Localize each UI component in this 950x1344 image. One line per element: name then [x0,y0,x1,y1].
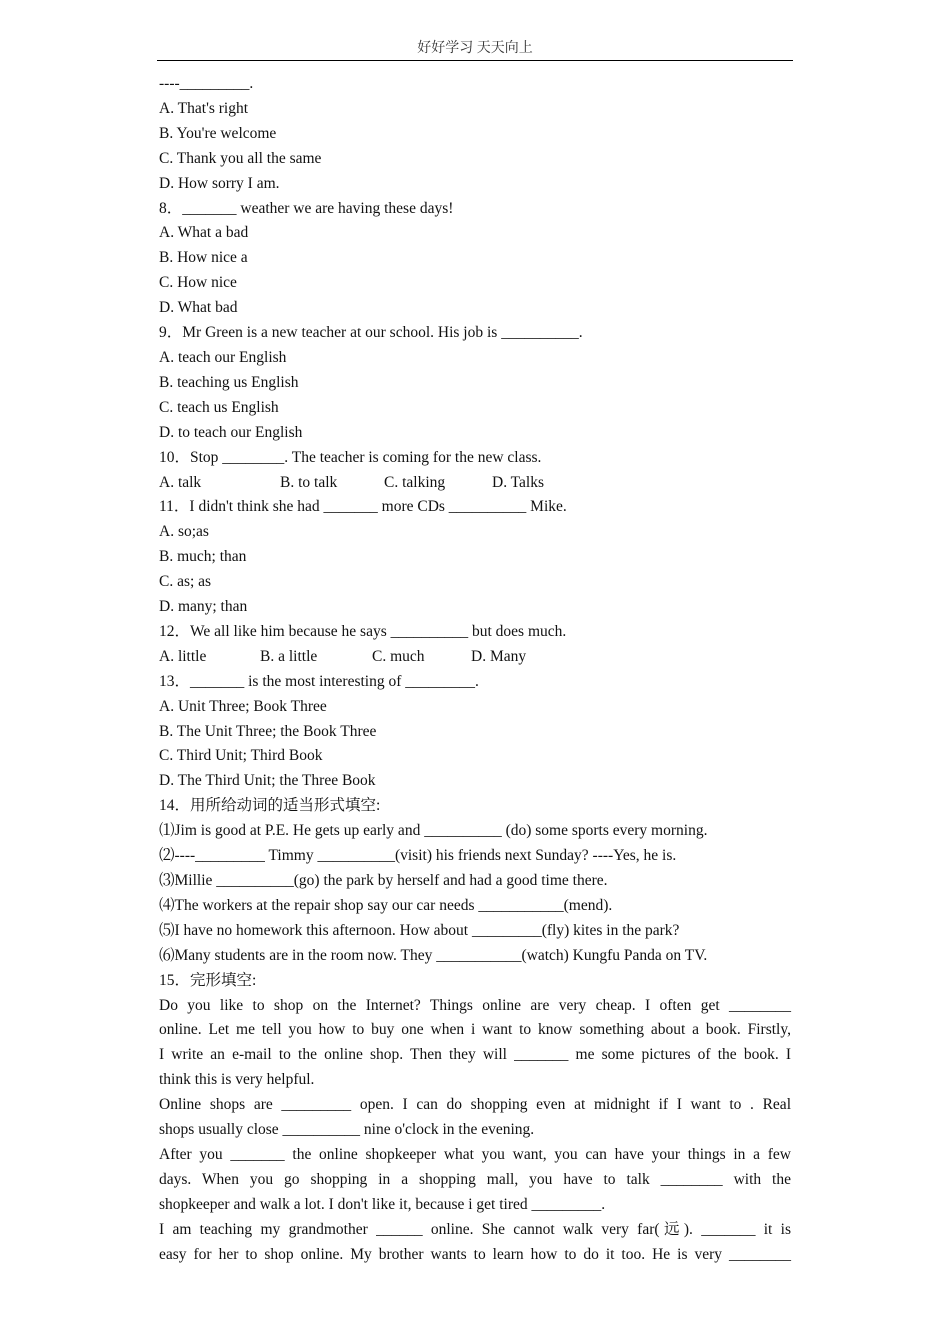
cloze-paragraph-4-line-2: easy for her to shop online. My brother wants to learn how to do it too. He is very ________ [159,1245,791,1263]
q14-item-2: ⑵----_________ Timmy __________(visit) his friends next Sunday? ----Yes, he is. [159,847,677,865]
question-12: 12．We all like him because he says __________ but does much. [159,622,567,640]
q12-option-b: B. a little [260,647,318,665]
cloze-paragraph-4-line-1: I am teaching my grandmother ______ online. She cannot walk very far(远). _______ it is [159,1220,791,1238]
q9-option-c: C. teach us English [159,398,279,416]
q12-option-a: A. little [159,647,207,665]
q12-option-c: C. much [372,647,425,665]
q9-option-b: B. teaching us English [159,373,299,391]
q12-option-d: D. Many [471,647,527,665]
cloze-paragraph-1-line-3: I write an e-mail to the online shop. Then they will _______ me some pictures of the book. I [159,1046,791,1064]
cloze-paragraph-3-line-3: shopkeeper and walk a lot. I don't like it, because i get tired _________. [159,1195,606,1213]
q7-option-c: C. Thank you all the same [159,149,322,167]
q10-option-d: D. Talks [492,473,545,491]
q8-option-b: B. How nice a [159,249,248,267]
cloze-paragraph-1-line-4: think this is very helpful. [159,1071,315,1089]
q9-option-a: A. teach our English [159,348,287,366]
q12-options [159,645,791,670]
document-body [159,72,791,1268]
q13-option-b: B. The Unit Three; the Book Three [159,722,377,740]
q14-item-4: ⑷The workers at the repair shop say our car needs ___________(mend). [159,896,613,914]
q14-item-6: ⑹Many students are in the room now. They ___________(watch) Kungfu Panda on TV. [159,946,708,964]
question-15-heading: 15．完形填空: [159,971,257,989]
q14-item-3: ⑶Millie __________(go) the park by herself and had a good time there. [159,872,608,889]
question-11: 11．I didn't think she had _______ more CDs __________ Mike. [159,498,567,516]
cloze-paragraph-2-line-2: shops usually close __________ nine o'clock in the evening. [159,1121,535,1139]
question-9: 9．Mr Green is a new teacher at our school. His job is __________. [159,324,583,342]
q13-option-a: A. Unit Three; Book Three [159,697,327,715]
page-header: 好好学习 天天向上 [157,38,793,61]
q10-option-b: B. to talk [280,473,338,491]
q8-option-a: A. What a bad [159,224,249,242]
question-14-heading: 14．用所给动词的适当形式填空: [159,797,381,815]
q7-option-b: B. You're welcome [159,124,277,142]
q8-option-d: D. What bad [159,299,238,317]
cloze-paragraph-3-line-1: After you _______ the online shopkeeper what you want, you can have your things in a few [159,1145,791,1163]
cloze-paragraph-1-line-1: Do you like to shop on the Internet? Things online are very cheap. I often get ________ [159,996,791,1014]
q13-option-d: D. The Third Unit; the Three Book [159,772,376,790]
q14-item-1: ⑴Jim is good at P.E. He gets up early and __________ (do) some sports every morning. [159,822,708,840]
q7-option-a: A. That's right [159,99,249,117]
q13-option-c: C. Third Unit; Third Book [159,747,323,765]
q10-option-c: C. talking [384,473,446,491]
q11-option-b: B. much; than [159,548,247,566]
q14-item-5: ⑸I have no homework this afternoon. How about _________(fly) kites in the park? [159,921,680,939]
question-10: 10．Stop ________. The teacher is coming for the new class. [159,448,542,466]
cloze-paragraph-3-line-2: days. When you go shopping in a shopping mall, you have to talk ________ with the [159,1170,791,1188]
q11-option-a: A. so;as [159,523,209,541]
cloze-paragraph-2-line-1: Online shops are _________ open. I can do shopping even at midnight if I want to . Real [159,1096,791,1114]
question-13: 13．_______ is the most interesting of _________. [159,672,479,690]
question-8: 8．_______ weather we are having these days! [159,199,454,217]
q10-option-a: A. talk [159,473,202,491]
answer-blank-line: ----_________. [159,75,254,92]
q11-option-d: D. many; than [159,598,248,616]
q10-options [159,471,791,496]
q8-option-c: C. How nice [159,274,237,292]
q9-option-d: D. to teach our English [159,423,303,441]
q11-option-c: C. as; as [159,573,212,591]
q7-option-d: D. How sorry I am. [159,174,280,192]
cloze-paragraph-1-line-2: online. Let me tell you how to buy one when i want to know something about a book. Firstly, [159,1021,791,1039]
